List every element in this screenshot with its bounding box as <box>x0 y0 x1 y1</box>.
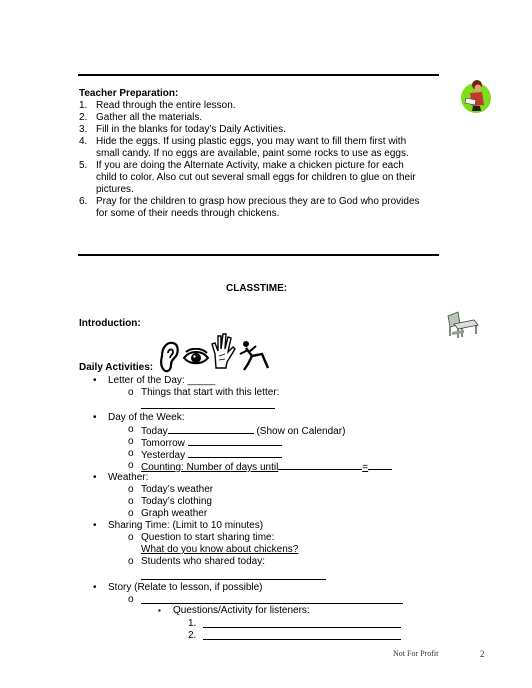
circle-bullet: o <box>128 448 134 459</box>
prep-item-1-num: 1. <box>79 100 88 111</box>
page-number: 2 <box>480 649 485 659</box>
bullet: • <box>93 412 97 423</box>
footer-note: Not For Profit <box>393 649 439 658</box>
answer-1-blank[interactable] <box>203 618 401 628</box>
counting-eq: = <box>362 462 369 473</box>
todays-clothing: Today’s clothing <box>141 496 212 507</box>
prep-item-5-cont2: pictures. <box>96 184 134 195</box>
tomorrow-label: Tomorrow <box>141 438 185 449</box>
top-divider <box>78 74 439 76</box>
circle-bullet: o <box>128 556 134 567</box>
body-stretch-icon <box>238 340 270 372</box>
circle-bullet: o <box>128 424 134 435</box>
answer-2-blank[interactable] <box>203 630 401 640</box>
answer-1-num: 1. <box>188 618 197 629</box>
square-bullet: ▪ <box>158 606 161 615</box>
yesterday-blank[interactable] <box>188 448 282 458</box>
letter-of-the-day: Letter of the Day: _____ <box>108 375 216 386</box>
prep-item-4: Hide the eggs. If using plastic eggs, you may want to fill them first with <box>96 136 407 147</box>
prep-item-3-num: 3. <box>79 124 88 135</box>
students-blank[interactable] <box>141 570 326 580</box>
story-blank[interactable] <box>141 594 403 604</box>
eye-icon <box>182 348 210 368</box>
day-of-week: Day of the Week: <box>108 412 185 423</box>
answer-2-num: 2. <box>188 630 197 641</box>
questions-activity: Questions/Activity for listeners: <box>173 605 310 616</box>
prep-item-1: Read through the entire lesson. <box>96 100 236 111</box>
bullet: • <box>93 520 97 531</box>
graph-weather: Graph weather <box>141 508 208 519</box>
circle-bullet: o <box>128 496 134 507</box>
question-label: Question to start sharing time: <box>141 532 275 543</box>
circle-bullet: o <box>128 387 134 398</box>
things-start-letter: Things that start with this letter: <box>141 387 280 398</box>
introduction-heading: Introduction: <box>79 318 141 329</box>
daily-activities-heading: Daily Activities: <box>79 362 154 373</box>
circle-bullet: o <box>128 460 134 471</box>
ear-icon <box>158 340 180 374</box>
story: Story (Relate to lesson, if possible) <box>108 582 263 593</box>
school-desk-icon <box>444 310 480 340</box>
counting-blank[interactable] <box>278 460 362 470</box>
circle-bullet: o <box>128 594 134 605</box>
bullet: • <box>93 375 97 386</box>
prep-item-6: Pray for the children to grasp how precious they are to God who provides <box>96 196 420 207</box>
prep-item-5-num: 5. <box>79 160 88 171</box>
prep-item-5: If you are doing the Alternate Activity, make a chicken picture for each <box>96 160 404 171</box>
circle-bullet: o <box>128 436 134 447</box>
prep-item-2: Gather all the materials. <box>96 112 203 123</box>
bullet: • <box>93 582 97 593</box>
prep-heading: Teacher Preparation: <box>79 88 179 99</box>
students-shared: Students who shared today: <box>141 556 265 567</box>
tomorrow-blank[interactable] <box>188 436 282 446</box>
prep-item-4-cont: small candy. If no eggs are available, paint some rocks to use as eggs. <box>96 148 409 159</box>
circle-bullet: o <box>128 532 134 543</box>
teacher-reading-icon <box>460 78 494 114</box>
prep-item-2-num: 2. <box>79 112 88 123</box>
counting-row <box>141 460 392 474</box>
prep-item-5-cont: child to color. Also cut out several small eggs for children to glue on their <box>96 172 416 183</box>
things-blank[interactable] <box>141 399 275 409</box>
sharing-time: Sharing Time: (Limit to 10 minutes) <box>108 520 264 531</box>
today-label: Today <box>141 426 168 437</box>
circle-bullet: o <box>128 484 134 495</box>
counting-label: Counting: Number of days until <box>141 462 279 473</box>
today-suffix: (Show on Calendar) <box>253 426 346 437</box>
weather: Weather: <box>108 472 149 483</box>
todays-weather: Today’s weather <box>141 484 214 495</box>
hand-icon <box>210 332 236 370</box>
classtime-heading: CLASSTIME: <box>226 283 288 294</box>
today-blank[interactable] <box>168 424 254 434</box>
question-text: What do you know about chickens? <box>141 544 299 555</box>
prep-item-6-num: 6. <box>79 196 88 207</box>
prep-item-6-cont: for some of their needs through chickens. <box>96 208 280 219</box>
bullet: • <box>93 472 97 483</box>
prep-item-4-num: 4. <box>79 136 88 147</box>
counting-result-blank[interactable] <box>368 460 392 470</box>
yesterday-label: Yesterday <box>141 450 186 461</box>
prep-item-3: Fill in the blanks for today’s Daily Activities. <box>96 124 286 135</box>
mid-divider <box>78 254 439 256</box>
circle-bullet: o <box>128 508 134 519</box>
